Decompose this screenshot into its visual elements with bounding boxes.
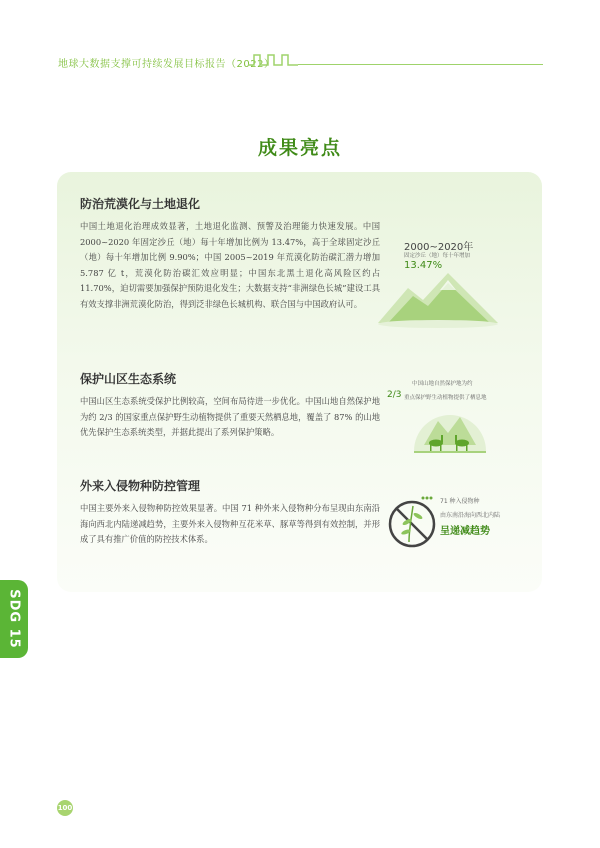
report-header-title: 地球大数据支撑可持续发展目标报告（2022） xyxy=(58,59,275,70)
invasive-stat-desc: 由东南沿海向西北内陆 xyxy=(440,512,501,519)
invasive-species-block xyxy=(80,477,380,548)
sdg-tab-label: SDG 15 xyxy=(6,589,22,649)
block-heading: 保护山区生态系统 xyxy=(80,372,177,386)
page-number: 100 xyxy=(57,800,73,816)
header-rule xyxy=(298,64,543,65)
desert-stat-range: 2000~2020年 xyxy=(404,242,474,253)
header-decoration-icon xyxy=(248,53,298,67)
no-invasive-plant-icon xyxy=(387,492,437,552)
invasive-stat-count: 71 种入侵物种 xyxy=(440,498,480,505)
desertification-block xyxy=(80,195,380,312)
deer-habitat-icon xyxy=(410,405,490,460)
desert-stat-value: 13.47% xyxy=(404,260,443,271)
block-body: 中国主要外来入侵物种防控效果显著。中国 71 种外来入侵物种分布呈现由东南沿海向西北内陆递减趋势，主要外来入侵物种互花米草、豚草等得到有效控制，并形成了具有推广价值的防控技术体系。 xyxy=(80,503,380,544)
block-heading: 外来入侵物种防控管理 xyxy=(80,479,201,493)
mountain-block xyxy=(80,370,380,441)
sdg-side-tab xyxy=(0,580,28,658)
desert-stat-desc: 固定沙丘（地）每十年增加 xyxy=(404,253,471,259)
mountain-stat-value: 2/3 xyxy=(387,390,402,400)
block-body: 中国土地退化治理成效显著，土地退化监测、预警及治理能力快速发展。中国 2000~2020 年固定沙丘（地）每十年增加比例为 13.47%，高于全球固定沙丘（地）每十年增加比例 9.90%；中国 2005~2019 年荒漠化防治碳汇潜力增加 5.787 亿 t，荒漠化防治碳汇效应明显；中国东北黑土退化高风险区约占 11.70%，迫切需要加强保护预防退化发生；大数据支持“非洲绿色长城”建设工具有效支撑非洲荒漠化防治，得到泛非绿色长城机构、联合国与中国政府认可。 xyxy=(80,221,380,309)
block-body: 中国山区生态系统受保护比例较高，空间布局待进一步优化。中国山地自然保护地为约 2/3 的国家重点保护野生动植物提供了重要天然栖息地，覆盖了 87% 的山地优先保护生态系统类型，并据此提出了系列保护策略。 xyxy=(80,396,380,437)
block-heading: 防治荒漠化与土地退化 xyxy=(80,197,201,211)
mountain-stat-desc: 重点保护野生动植物提供了栖息地 xyxy=(404,395,487,401)
section-title: 成果亮点 xyxy=(257,137,342,159)
mountain-landscape-icon xyxy=(378,268,498,328)
invasive-stat-trend: 呈递减趋势 xyxy=(440,526,490,537)
mountain-stat-note: 中国山地自然保护地为约 xyxy=(412,381,473,387)
